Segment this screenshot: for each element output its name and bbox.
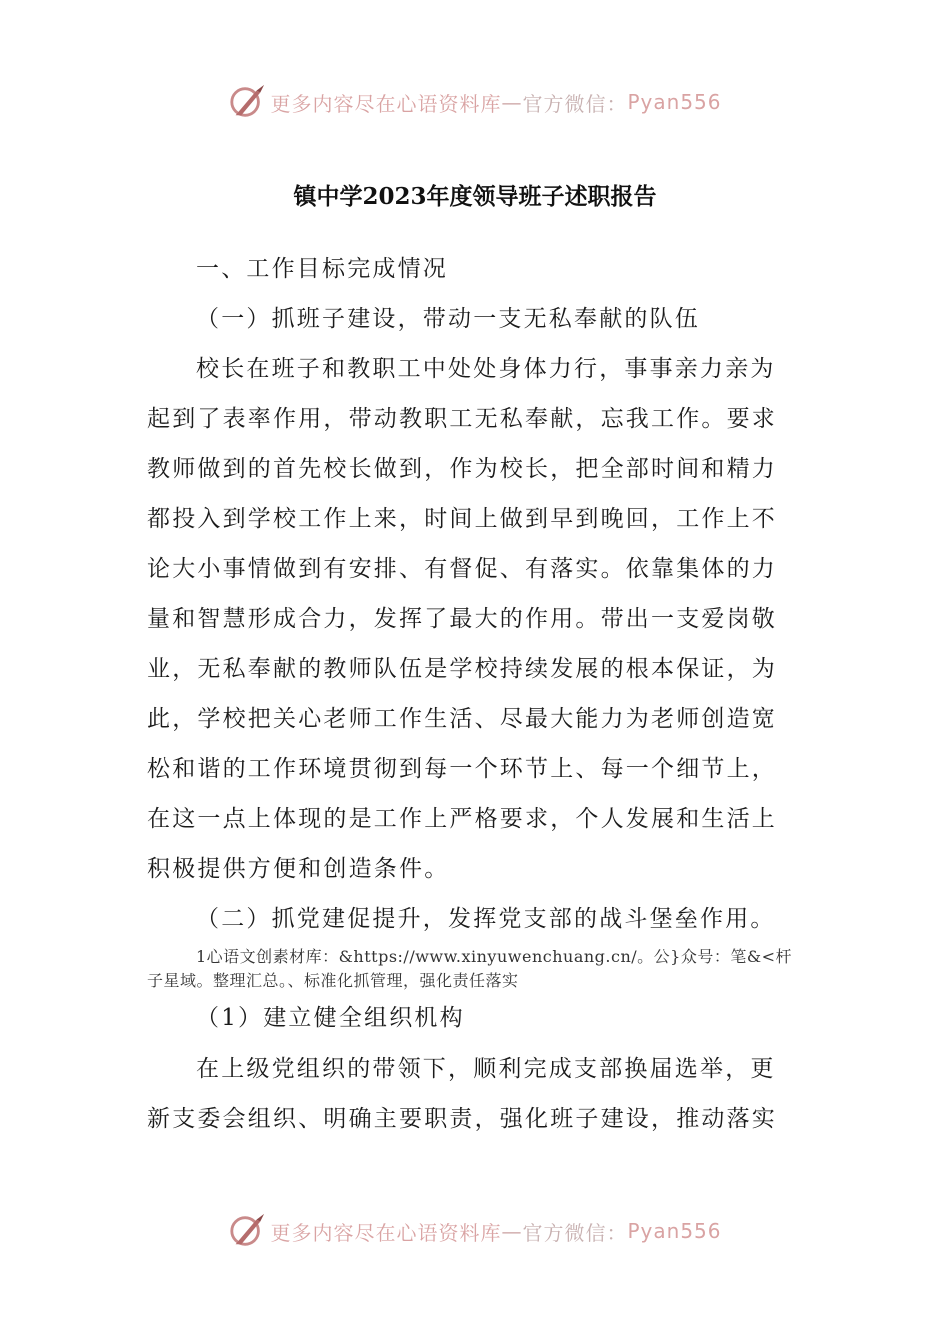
quill-logo-icon <box>228 1212 266 1250</box>
subsection-heading: （二）抓党建促提升，发挥党支部的战斗堡垒作用。 <box>196 906 776 932</box>
subsection-heading: （一）抓班子建设，带动一支无私奉献的队伍 <box>196 306 700 332</box>
paragraph-line: 量和智慧形成合力，发挥了最大的作用。带出一支爱岗敬 <box>147 606 777 632</box>
paragraph-line: 校长在班子和教职工中处处身体力行，事事亲力亲为 <box>196 356 776 382</box>
footnote-line: 子星域。整理汇总。、标准化抓管理，强化责任落实 <box>147 971 519 990</box>
paragraph-line: 在这一点上体现的是工作上严格要求，个人发展和生活上 <box>147 806 777 832</box>
paragraph-line: 松和谐的工作环境贯彻到每一个环节上、每一个细节上， <box>147 756 777 782</box>
paragraph-line: 论大小事情做到有安排、有督促、有落实。依靠集体的力 <box>147 556 777 582</box>
banner-wechat-id: Pyan556 <box>627 90 722 114</box>
banner-separator: — <box>501 1219 523 1243</box>
paragraph-line: 积极提供方便和创造条件。 <box>147 856 450 882</box>
paragraph-line: 业，无私奉献的教师队伍是学校持续发展的根本保证，为 <box>147 656 777 682</box>
paragraph-line: 起到了表率作用，带动教职工无私奉献，忘我工作。要求 <box>147 406 777 432</box>
paragraph-line: 新支委会组织、明确主要职责，强化班子建设，推动落实 <box>147 1106 777 1132</box>
header-banner <box>0 82 950 122</box>
section-heading: 一、工作目标完成情况 <box>196 256 448 282</box>
banner-wechat-label: 官方微信： <box>522 91 628 116</box>
footnote-line: 1心语文创素材库：&https://www.xinyuwenchuang.cn/。公}众号：笔&<杆 <box>196 947 792 966</box>
item-heading: （1）建立健全组织机构 <box>196 1005 465 1031</box>
quill-logo-icon <box>228 83 266 121</box>
paragraph-line: 都投入到学校工作上来，时间上做到早到晚回，工作上不 <box>147 506 777 532</box>
banner-text: 更多内容尽在心语资料库 <box>270 91 502 116</box>
banner-wechat-label: 官方微信： <box>522 1220 628 1245</box>
paragraph-line: 在上级党组织的带领下，顺利完成支部换届选举，更 <box>196 1056 776 1082</box>
banner-separator: — <box>501 90 523 114</box>
banner-wechat-id: Pyan556 <box>627 1219 722 1243</box>
document-title: 镇中学2023年度领导班子述职报告 <box>293 183 657 210</box>
paragraph-line: 此，学校把关心老师工作生活、尽最大能力为老师创造宽 <box>147 706 777 732</box>
banner-text: 更多内容尽在心语资料库 <box>270 1220 502 1245</box>
footer-banner <box>0 1211 950 1251</box>
paragraph-line: 教师做到的首先校长做到，作为校长，把全部时间和精力 <box>147 456 777 482</box>
